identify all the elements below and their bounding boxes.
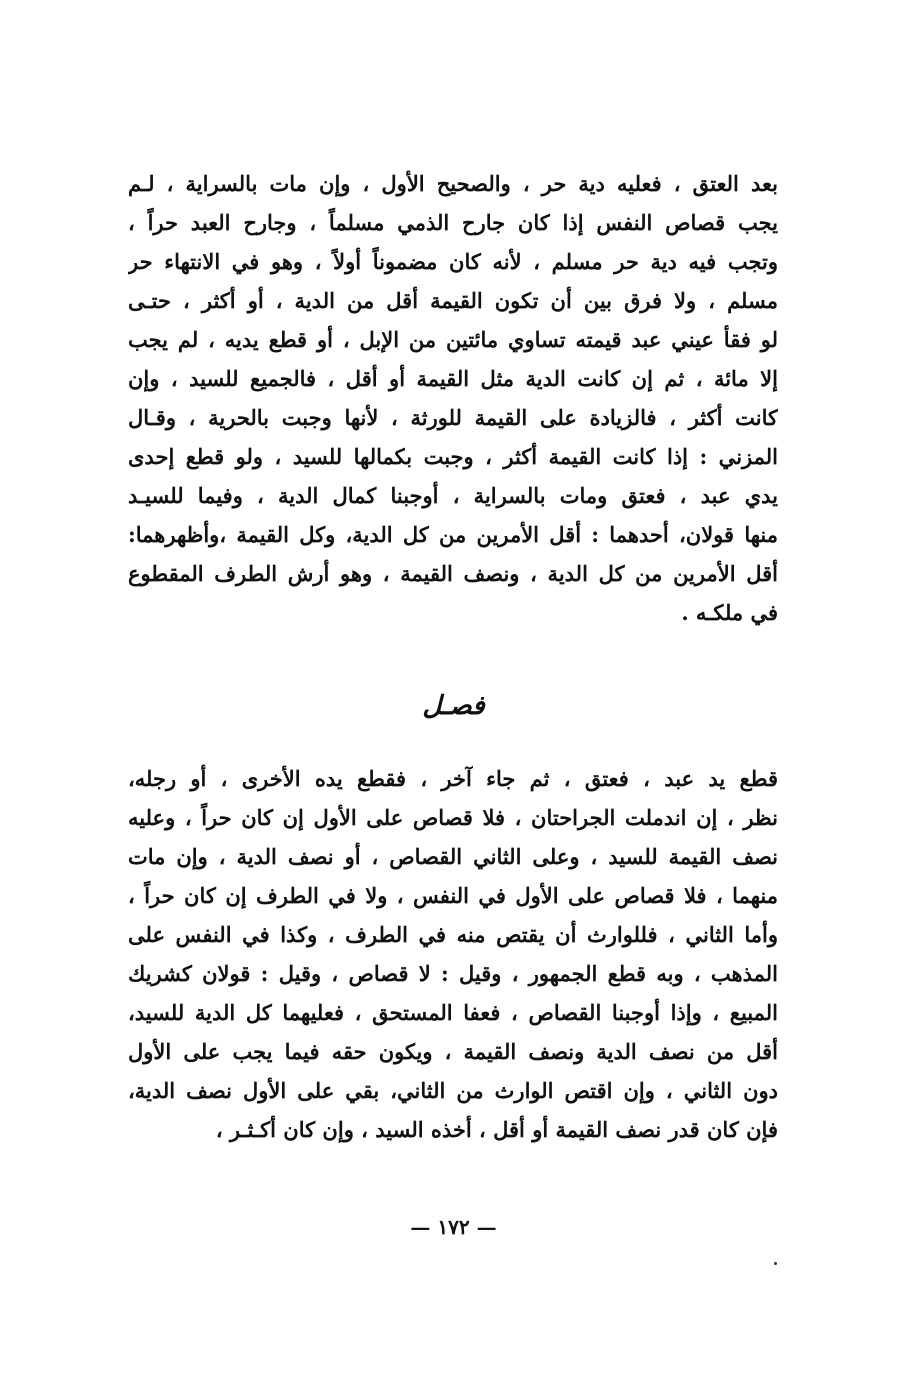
text-line: نظر ، إن اندملت الجراحتان ، فلا قصاص على الأول إن كان حراً ، وعليه xyxy=(128,805,778,830)
text-line: مسلم ، ولا فرق بين أن تكون القيمة أقل من الدية ، أو أكثر ، حتـى xyxy=(128,288,778,313)
section-heading: فصـل xyxy=(422,691,485,721)
text-line: المذهب ، وبه قطع الجمهور ، وقيل : لا قصاص ، وقيل : قولان كشريك xyxy=(128,961,778,986)
text-line: المزني : إذا كانت القيمة أكثر ، وجبت بكمالها للسيد ، ولو قطع إحدى xyxy=(128,444,778,469)
text-line: إلا مائة ، ثم إن كانت الدية مثل القيمة أو أقل ، فالجميع للسيد ، وإن xyxy=(128,366,778,391)
paragraph-2 xyxy=(128,759,778,1149)
page-number: — ١٧٢ — xyxy=(410,1215,497,1239)
text-line: دون الثاني ، وإن اقتص الوارث من الثاني، بقي على الأول نصف الدية، xyxy=(128,1078,778,1103)
text-line: يجب قصاص النفس إذا كان جارح الذمي مسلماً ، وجارح العبد حراً ، xyxy=(128,210,778,235)
text-line: أقل الأمرين من كل الدية ، ونصف القيمة ، وهو أرش الطرف المقطوع xyxy=(128,561,778,586)
scan-speck xyxy=(774,1262,777,1265)
text-line: قطع يد عبد ، فعتق ، ثم جاء آخر ، فقطع يده الأخرى ، أو رجله، xyxy=(128,766,778,791)
text-line: منهما ، فلا قصاص على الأول في النفس ، ولا في الطرف إن كان حراً ، xyxy=(128,883,778,908)
text-line: بعد العتق ، فعليه دية حر ، والصحيح الأول ، وإن مات بالسراية ، لـم xyxy=(128,171,778,196)
paragraph-1 xyxy=(128,164,778,632)
text-line: المبيع ، وإذا أوجبنا القصاص ، فعفا المستحق ، فعليهما كل الدية للسيد، xyxy=(128,1000,778,1025)
text-line: وتجب فيه دية حر مسلم ، لأنه كان مضموناً أولاً ، وهو في الانتهاء حر xyxy=(128,249,778,274)
text-line: منها قولان، أحدهما : أقل الأمرين من كل الدية، وكل القيمة ،وأظهرهما: xyxy=(128,522,778,547)
text-line: كانت أكثر ، فالزيادة على القيمة للورثة ، لأنها وجبت بالحرية ، وقـال xyxy=(128,405,778,430)
text-line: فإن كان قدر نصف القيمة أو أقل ، أخذه السيد ، وإن كان أكـثـر ، xyxy=(215,1117,778,1142)
text-line: نصف القيمة للسيد ، وعلى الثاني القصاص ، أو نصف الدية ، وإن مات xyxy=(128,844,778,869)
text-line: لو فقأ عيني عبد قيمته تساوي مائتين من الإبل ، أو قطع يديه ، لم يجب xyxy=(128,327,778,352)
text-line: أقل من نصف الدية ونصف القيمة ، ويكون حقه فيما يجب على الأول xyxy=(128,1039,778,1064)
text-line: يدي عبد ، فعتق ومات بالسراية ، أوجبنا كمال الدية ، وفيما للسيـد xyxy=(128,483,778,508)
text-line: وأما الثاني ، فللوارث أن يقتص منه في الطرف ، وكذا في النفس على xyxy=(128,922,778,947)
text-line: في ملكـه . xyxy=(681,600,778,625)
